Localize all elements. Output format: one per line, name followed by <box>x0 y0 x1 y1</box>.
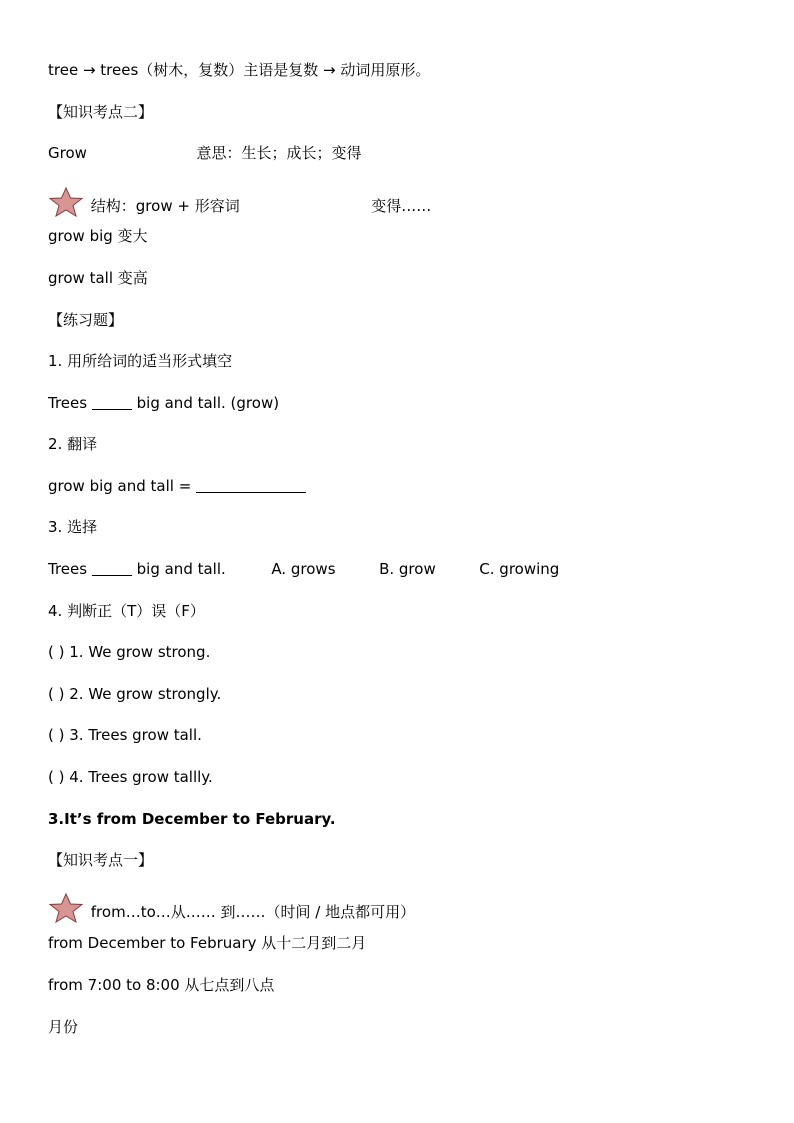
question-1-title: 1. 用所给词的适当形式填空 <box>48 352 233 370</box>
structure-row <box>48 187 432 215</box>
answer-blank[interactable] <box>92 561 132 576</box>
from-to-row <box>48 893 416 921</box>
star-icon <box>48 187 84 223</box>
star-icon <box>48 893 84 929</box>
knowledge-point-1-header: 【知识考点一】 <box>48 851 154 869</box>
judge-item-4: ( ) 4. Trees grow tallly. <box>48 768 213 786</box>
structure-text: 结构：grow + 形容词 <box>90 197 240 215</box>
grow-definition-row <box>48 142 361 164</box>
example-time: from 7:00 to 8:00 从七点到八点 <box>48 976 275 994</box>
question-4-title: 4. 判断正（T）误（F） <box>48 602 205 620</box>
from-to-text: from…to…从…… 到……（时间 / 地点都可用） <box>90 903 416 921</box>
question-2-title: 2. 翻译 <box>48 435 98 453</box>
example-december-february: from December to February 从十二月到二月 <box>48 934 367 952</box>
structure-meaning: 变得…… <box>371 197 432 215</box>
option-c: C. growing <box>479 560 560 578</box>
example-grow-tall: grow tall 变高 <box>48 269 148 287</box>
example-grow-big: grow big 变大 <box>48 227 148 245</box>
answer-blank[interactable] <box>196 478 306 493</box>
practice-header: 【练习题】 <box>48 311 124 329</box>
question-3-title: 3. 选择 <box>48 518 98 536</box>
judge-item-1: ( ) 1. We grow strong. <box>48 643 211 661</box>
tree-plural-note: tree → trees（树木，复数）主语是复数 → 动词用原形。 <box>48 61 431 79</box>
judge-item-3: ( ) 3. Trees grow tall. <box>48 726 202 744</box>
question-3-sentence: Trees big and tall. A. grows B. grow C. growing <box>48 560 560 578</box>
option-a: A. grows <box>271 560 336 578</box>
option-b: B. grow <box>379 560 436 578</box>
month-label: 月份 <box>48 1018 79 1036</box>
question-2-sentence: grow big and tall = <box>48 475 306 497</box>
judge-item-2: ( ) 2. We grow strongly. <box>48 685 222 703</box>
question-1-sentence: Trees big and tall. (grow) <box>48 394 280 412</box>
answer-blank[interactable] <box>92 395 132 410</box>
section-3-title: 3.It’s from December to February. <box>48 810 336 828</box>
knowledge-point-2-header: 【知识考点二】 <box>48 103 154 121</box>
grow-word: Grow <box>48 144 87 162</box>
grow-meaning: 意思：生长；成长；变得 <box>196 144 362 162</box>
